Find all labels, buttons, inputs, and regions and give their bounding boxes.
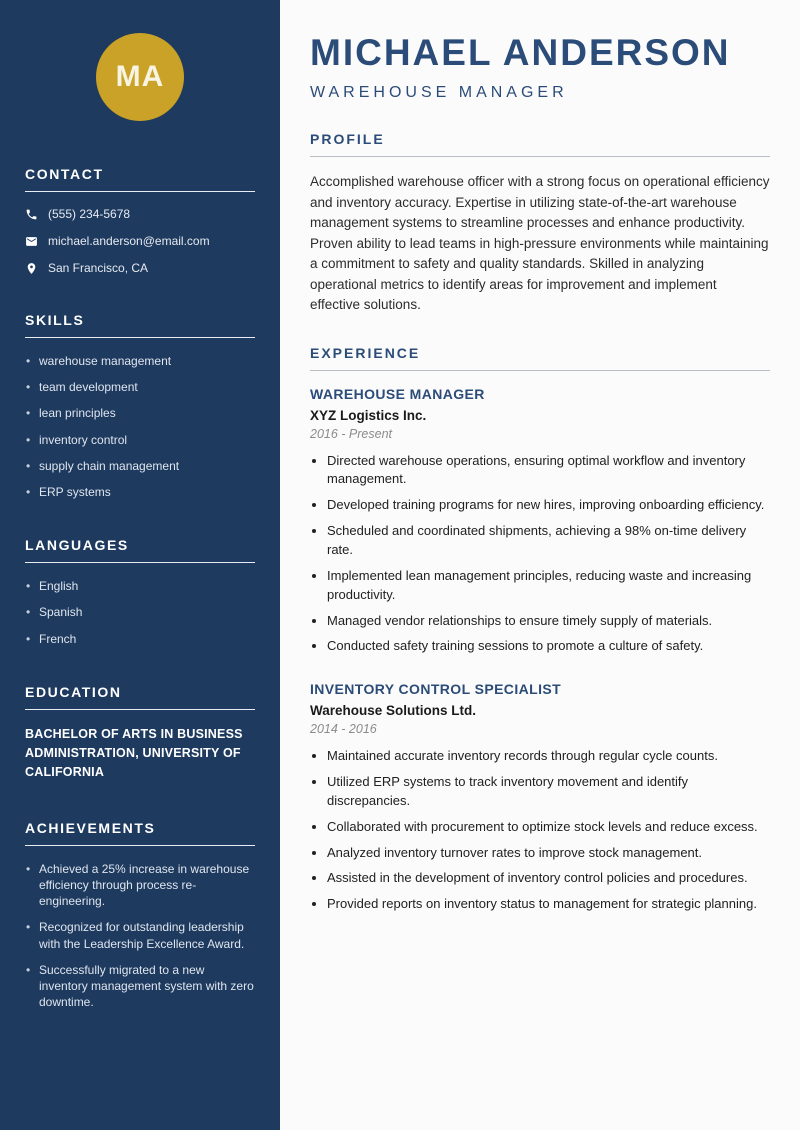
job-company: XYZ Logistics Inc. [310,407,427,423]
person-title: WAREHOUSE MANAGER [310,84,568,101]
job-bullet-list [310,747,770,914]
job-bullet: • Collaborated with procurement to optimize stock levels and reduce excess. [327,818,770,837]
profile-text: Accomplished warehouse officer with a strong focus on operational efficiency and inventory accuracy. Expertise in utilizing state-of-the-art warehouse management systems to streamline processes and enhance productivity. Proven ability to lead teams in high-pressure environments while maintaining a commitment to safety and quality standards. Skilled in analyzing operational metrics to identify areas for improvement and implement effective solutions. [310,174,770,313]
achievement-item: • Achieved a 25% increase in warehouse efficiency through process re-engineering. [25,861,255,910]
job-bullet: • Maintained accurate inventory records through regular cycle counts. [327,747,770,766]
main-content [280,0,800,1130]
skill-item: • team development [25,379,255,395]
avatar-initials: MA [115,60,165,93]
degree-text: BACHELOR OF ARTS IN BUSINESS ADMINISTRATION, UNIVERSITY OF CALIFORNIA [25,726,243,780]
job-company: Warehouse Solutions Ltd. [310,703,477,719]
contact-section [25,166,255,275]
language-item: • French [25,631,255,647]
phone-number: (555) 234-5678 [48,207,131,221]
job-bullet: • Analyzed inventory turnover rates to improve stock management. [327,844,770,863]
skill-item: • ERP systems [25,484,255,500]
sidebar [0,0,280,1130]
job-title: INVENTORY CONTROL SPECIALIST [310,681,562,698]
profile-heading: PROFILE [310,131,770,157]
achievements-section [25,820,255,1011]
location-text: San Francisco, CA [48,261,149,275]
job-bullet: • Implemented lean management principles, reducing waste and increasing productivity. [327,567,770,605]
job-bullet: • Provided reports on inventory status to management for strategic planning. [327,895,770,914]
job-bullet: • Managed vendor relationships to ensure timely supply of materials. [327,612,770,631]
email-icon [25,235,38,248]
contact-item-email [25,234,255,248]
education-section [25,684,255,783]
language-item: • English [25,578,255,594]
job-bullet: • Developed training programs for new hires, improving onboarding efficiency. [327,496,770,515]
job-entry [310,681,770,914]
job-dates: 2016 - Present [310,426,392,441]
job-bullet: • Directed warehouse operations, ensuring optimal workflow and inventory management. [327,452,770,490]
achievements-heading: ACHIEVEMENTS [25,820,255,846]
skills-heading: SKILLS [25,312,255,338]
job-dates: 2014 - 2016 [310,722,377,737]
email-address: michael.anderson@email.com [48,234,210,248]
job-title: WAREHOUSE MANAGER [310,385,485,402]
job-bullet-list [310,452,770,657]
skills-list [25,353,255,500]
languages-section [25,537,255,647]
job-bullet: • Conducted safety training sessions to promote a culture of safety. [327,637,770,656]
contact-heading: CONTACT [25,166,255,192]
experience-section [310,345,770,915]
profile-section [310,131,770,316]
skill-item: • warehouse management [25,353,255,369]
experience-heading: EXPERIENCE [310,345,770,371]
job-bullet: • Scheduled and coordinated shipments, achieving a 98% on-time delivery rate. [327,522,770,560]
education-heading: EDUCATION [25,684,255,710]
language-item: • Spanish [25,604,255,620]
avatar [96,33,184,121]
languages-heading: LANGUAGES [25,537,255,563]
person-name: MICHAEL ANDERSON [310,32,731,73]
phone-icon [25,208,38,221]
skill-item: • lean principles [25,405,255,421]
achievement-item: • Recognized for outstanding leadership with the Leadership Excellence Award. [25,919,255,951]
languages-list [25,578,255,647]
achievements-list [25,861,255,1011]
skills-section [25,312,255,500]
location-icon [25,262,38,275]
skill-item: • inventory control [25,432,255,448]
achievement-item: • Successfully migrated to a new inventory management system with zero downtime. [25,962,255,1011]
contact-item-location [25,261,255,275]
job-bullet: • Utilized ERP systems to track inventory movement and identify discrepancies. [327,773,770,811]
job-bullet: • Assisted in the development of inventory control policies and procedures. [327,869,770,888]
skill-item: • supply chain management [25,458,255,474]
job-entry [310,386,770,657]
contact-item-phone [25,207,255,221]
